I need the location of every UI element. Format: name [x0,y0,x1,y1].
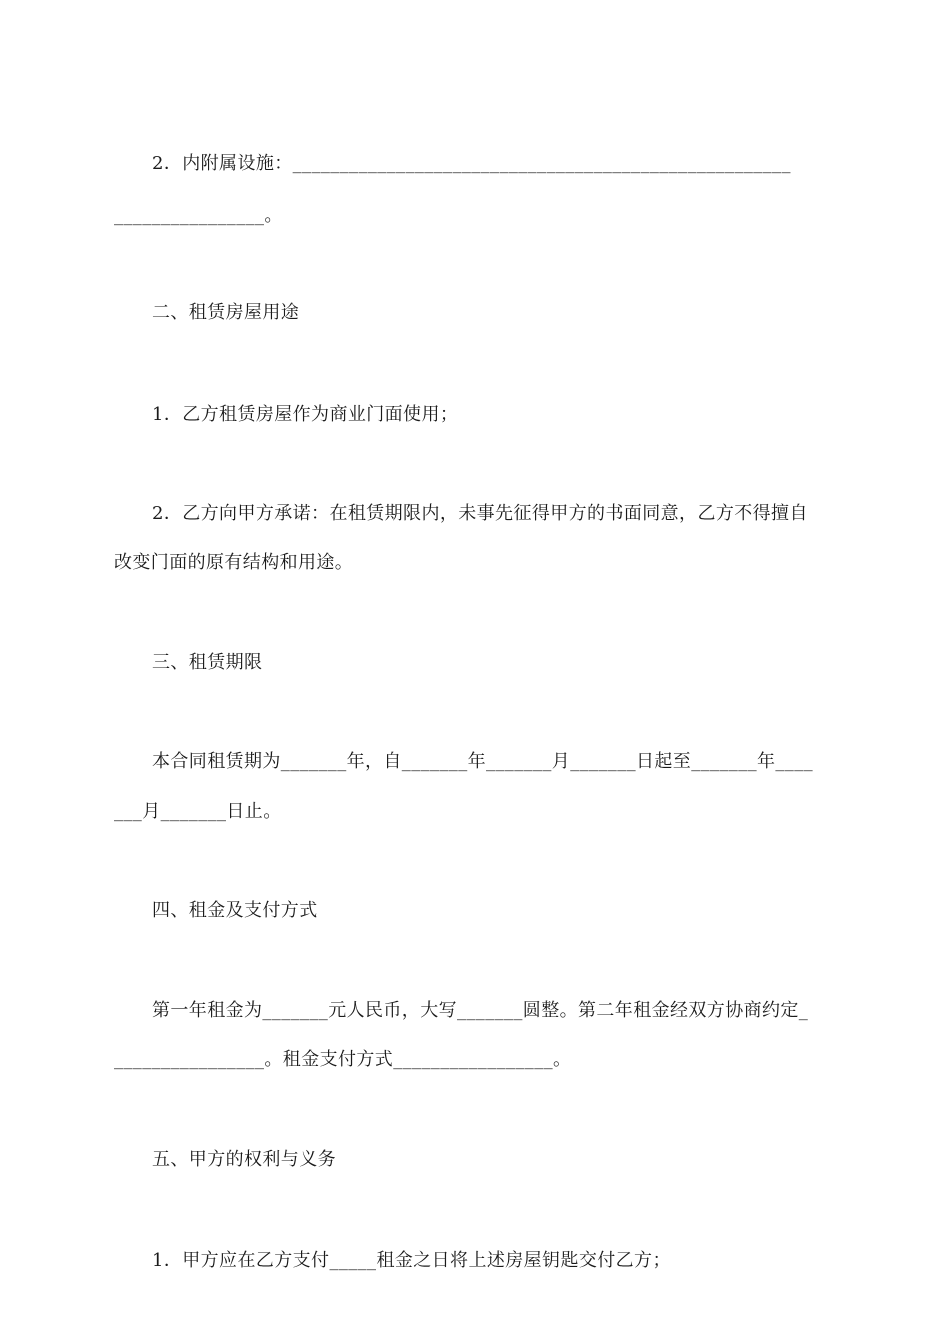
clause-3-term: 本合同租赁期为_______年，自_______年_______月_______日起至_______年____ [152,751,813,772]
section-5-heading: 五、甲方的权利与义务 [152,1149,336,1170]
section-2-heading: 二、租赁房屋用途 [152,302,300,323]
clause-4-rent: 第一年租金为_______元人民币，大写_______圆整。第二年租金经双方协商约定_ [152,1000,809,1021]
clause-1-2-facilities-continued: ________________。 [114,205,283,226]
clause-1-2-facilities: 2．内附属设施：_____________________________________________________ [152,153,791,174]
clause-3-term-continued: ___月_______日止。 [114,801,282,822]
section-3-heading: 三、租赁期限 [152,652,263,673]
clause-5-1: 1．甲方应在乙方支付_____租金之日将上述房屋钥匙交付乙方； [152,1250,671,1271]
clause-4-rent-continued: ________________。租金支付方式_________________。 [114,1049,572,1070]
section-4-heading: 四、租金及支付方式 [152,900,318,921]
clause-2-2: 2．乙方向甲方承诺：在租赁期限内，未事先征得甲方的书面同意，乙方不得擅自 [152,503,808,524]
clause-2-1: 1．乙方租赁房屋作为商业门面使用； [152,404,459,425]
clause-2-2-continued: 改变门面的原有结构和用途。 [114,552,354,573]
